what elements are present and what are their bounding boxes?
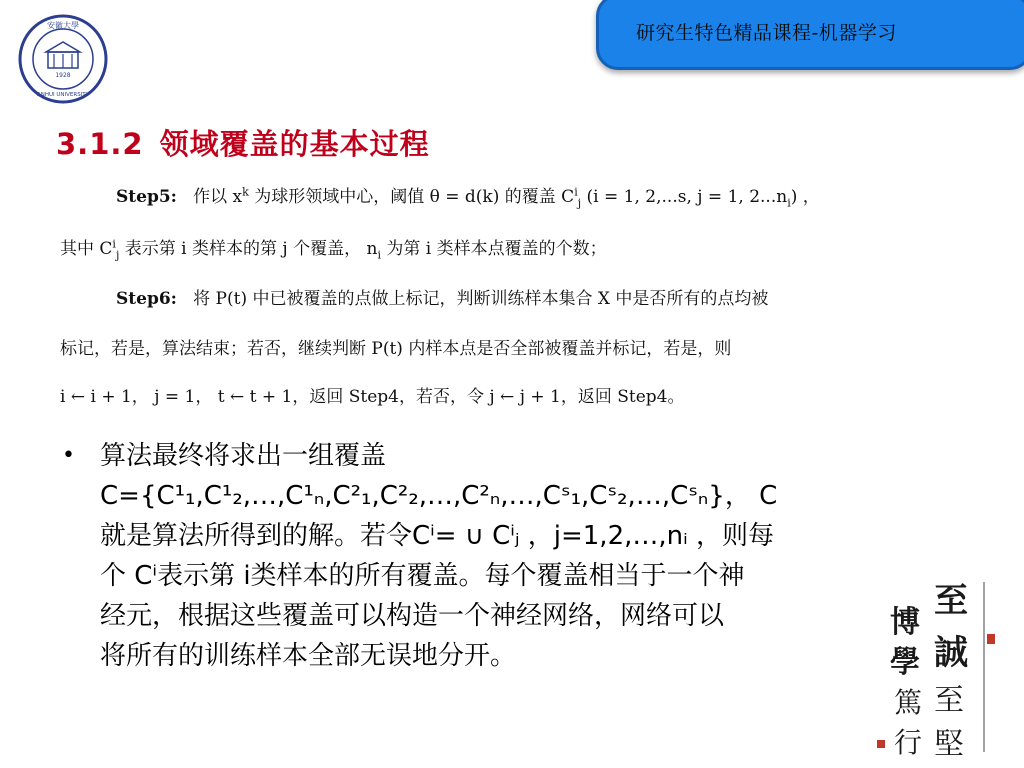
step6-line2: 标记，若是，算法结束；若否，继续判断 P(t) 内样本点是否全部被覆盖并标记，若是，则 <box>60 339 732 359</box>
bullet-line-6: 将所有的训练样本全部无误地分开。 <box>100 641 517 671</box>
svg-text:至: 至 <box>934 683 964 718</box>
step5-sup-k: k <box>242 185 249 199</box>
line2-text-c: 为第 i 类样本点覆盖的个数； <box>381 239 607 259</box>
svg-text:堅: 堅 <box>934 727 964 762</box>
bullet-dot: • <box>62 443 75 468</box>
bullet-line-3: 就是算法所得到的解。若令Cⁱ= ∪ Cⁱⱼ ，j=1,2,…,nᵢ ，则每 <box>100 521 775 551</box>
svg-text:1928: 1928 <box>55 72 71 79</box>
svg-text:安徽大學: 安徽大學 <box>47 21 79 30</box>
line2-sup-i: i <box>112 237 116 251</box>
line2-text-a: 其中 C <box>60 239 113 259</box>
svg-text:誠: 誠 <box>934 633 968 673</box>
line2-text-b: 表示第 i 类样本的第 j 个覆盖， n <box>119 239 378 259</box>
course-title: 研究生特色精品课程-机器学习 <box>636 22 897 44</box>
step5-text-d: ) ， <box>790 187 820 207</box>
step5-label: Step5: <box>116 187 177 207</box>
bullet-line-4: 个 Cⁱ表示第 i类样本的所有覆盖。每个覆盖相当于一个神 <box>100 561 745 591</box>
university-logo <box>18 14 108 104</box>
step5-line <box>116 182 820 209</box>
step5-text-b: 为球形领域中心，阈值 θ = d(k) 的覆盖 C <box>248 187 575 207</box>
step5-text-c: (i = 1, 2,...s, j = 1, 2...n <box>581 187 788 207</box>
svg-text:ANHUI UNIVERSITY: ANHUI UNIVERSITY <box>36 92 90 98</box>
bullet-line-5: 经元，根据这些覆盖可以构造一个神经网络，网络可以 <box>100 601 725 631</box>
svg-text:學: 學 <box>890 645 920 680</box>
step6-label: Step6: <box>116 289 177 309</box>
section-number: 3.1.2 <box>56 127 144 161</box>
svg-text:行: 行 <box>894 726 923 759</box>
step6-line3: i ← i + 1， j = 1， t ← t + 1，返回 Step4，若否，令 j ← j + 1，返回 Step4。 <box>60 387 685 407</box>
calligraphy-motto-image <box>872 572 1002 762</box>
step6-text: 将 P(t) 中已被覆盖的点做上标记，判断训练样本集合 X 中是否所有的点均被 <box>193 289 769 309</box>
svg-text:博: 博 <box>890 605 920 640</box>
bullet-line-2: C={C¹₁,C¹₂,…,C¹ₙ,C²₁,C²₂,…,C²ₙ,…,Cˢ₁,Cˢ₂,…,Cˢₙ}， C <box>100 481 778 511</box>
step5-sub-i: i <box>787 196 791 210</box>
section-title-text: 领域覆盖的基本过程 <box>159 127 430 161</box>
svg-text:至: 至 <box>934 581 968 621</box>
bullet-text <box>100 436 940 676</box>
step6-line <box>116 284 768 309</box>
step5-sub-j: j <box>577 196 582 210</box>
line2-sub-i: i <box>377 248 381 262</box>
svg-text:篤: 篤 <box>894 686 923 719</box>
step5-text-a: 作以 x <box>193 187 243 207</box>
step5-line2 <box>60 234 607 261</box>
line2-sub-j: j <box>115 248 120 262</box>
bullet-line-1: 算法最终将求出一组覆盖 <box>100 441 387 471</box>
step5-sup-i: i <box>574 185 578 199</box>
section-title <box>56 122 430 163</box>
